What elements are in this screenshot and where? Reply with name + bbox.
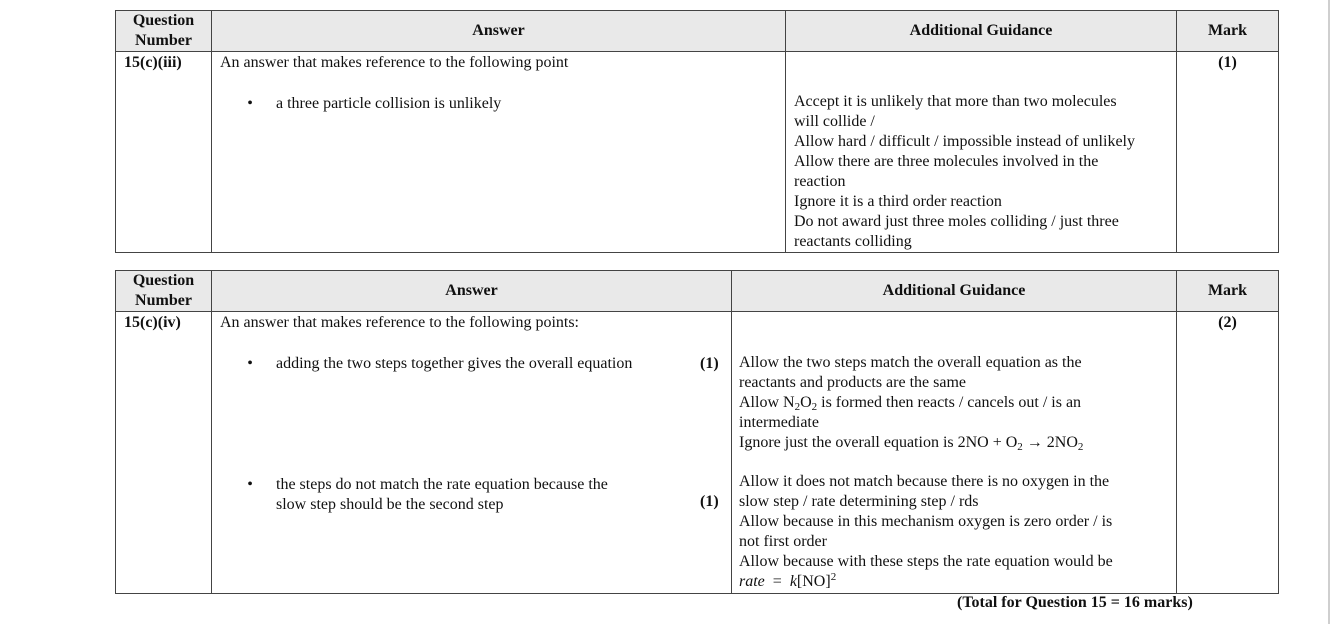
answer-intro: An answer that makes reference to the following points: xyxy=(220,314,579,331)
guidance-line: Allow hard / difficult / impossible instead of unlikely xyxy=(794,133,1135,150)
question-number: 15(c)(iii) xyxy=(116,52,212,253)
guidance-line: slow step / rate determining step / rds xyxy=(739,493,979,510)
guidance-line: Accept it is unlikely that more than two molecules xyxy=(794,93,1117,110)
guidance-line: Ignore just the overall equation is $2NO + O_2 \to 2NO_2$ xyxy=(739,434,1084,453)
guidance-line: Ignore it is a third order reaction xyxy=(794,193,1002,210)
guidance-line: reactants and products are the same xyxy=(739,374,967,391)
rate-equation: rate = k[NO]$^2$ xyxy=(739,571,837,590)
header-guidance: Additional Guidance xyxy=(786,11,1177,52)
header-answer: Answer xyxy=(212,271,732,312)
bullet-icon: • xyxy=(247,476,253,493)
guidance-line: Allow because with these steps the rate equation would be xyxy=(739,553,1113,570)
bullet-icon: • xyxy=(247,355,253,372)
guidance-cell xyxy=(786,52,1177,253)
guidance-cell xyxy=(732,312,1177,594)
mark-value: (2) xyxy=(1177,312,1279,594)
question-number: 15(c)(iv) xyxy=(116,312,212,594)
total-marks: (Total for Question 15 = 16 marks) xyxy=(957,594,1193,611)
guidance-line: will collide / xyxy=(794,113,875,130)
answer-point: adding the two steps together gives the overall equation xyxy=(276,355,633,372)
mark-scheme-table-2 xyxy=(115,270,1279,594)
guidance-line: Allow there are three molecules involved in the xyxy=(794,153,1099,170)
guidance-line: Allow because in this mechanism oxygen is zero order / is xyxy=(739,513,1113,530)
header-mark: Mark xyxy=(1177,271,1279,312)
answer-point: the steps do not match the rate equation because the xyxy=(276,476,608,493)
answer-point: a three particle collision is unlikely xyxy=(276,95,502,112)
page-edge-line xyxy=(1328,0,1330,624)
bullet-icon: • xyxy=(247,95,253,112)
guidance-line: Allow $N_2O_2$ is formed then reacts / cancels out / is an xyxy=(739,394,1082,413)
header-question-number: Question Number xyxy=(116,11,212,52)
answer-point: slow step should be the second step xyxy=(276,496,504,513)
guidance-line: not first order xyxy=(739,533,827,550)
point-mark: (1) xyxy=(700,493,719,510)
mark-scheme-table-1 xyxy=(115,10,1279,253)
answer-cell xyxy=(212,52,786,253)
mark-value: (1) xyxy=(1177,52,1279,253)
answer-intro: An answer that makes reference to the following point xyxy=(220,54,569,71)
guidance-line: reactants colliding xyxy=(794,233,912,250)
guidance-line: Allow the two steps match the overall equation as the xyxy=(739,354,1082,371)
header-mark: Mark xyxy=(1177,11,1279,52)
answer-cell xyxy=(212,312,732,594)
header-answer: Answer xyxy=(212,11,786,52)
guidance-line: Allow it does not match because there is no oxygen in the xyxy=(739,473,1110,490)
point-mark: (1) xyxy=(700,355,719,372)
guidance-line: intermediate xyxy=(739,414,819,431)
guidance-line: Do not award just three moles colliding / just three xyxy=(794,213,1119,230)
header-guidance: Additional Guidance xyxy=(732,271,1177,312)
header-question-number: Question Number xyxy=(116,271,212,312)
guidance-line: reaction xyxy=(794,173,846,190)
